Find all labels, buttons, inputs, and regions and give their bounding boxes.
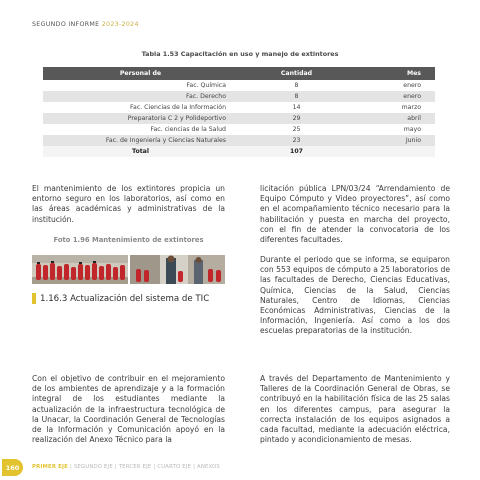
table-row <box>43 80 435 91</box>
table-row <box>43 91 435 102</box>
cell-personal: Fac. Química <box>186 82 226 89</box>
page-number: 160 <box>2 459 23 476</box>
cell-mes: enero <box>355 91 435 102</box>
col-header-cantidad: Cantidad <box>238 67 355 80</box>
cell-mes: enero <box>403 82 421 89</box>
table-row <box>43 102 435 113</box>
cell-cantidad: 29 <box>238 113 355 124</box>
nav-item-tercer-eje[interactable]: TERCER EJE <box>118 464 152 470</box>
right-paragraph-3: A través del Departamento de Mantenimiento y Talleres de la Coordinación General de Obras, se contribuyó en la habilitación física de las 25 salas en los diferentes campus, para asegurar la correcta instalación de los equipos asignados a cada facultad, mediante la adecuación eléctrica, pintado y acondicionamiento de mesas. <box>260 374 450 445</box>
header-years: 2023-2024 <box>101 21 139 28</box>
cell-cantidad: 14 <box>292 104 301 111</box>
table-row <box>43 124 435 135</box>
right-paragraph-1: licitación pública LPN/03/24 “Arrendamiento de Equipo Cómputo y Video proyectores”, así como en el acompañamiento técnico necesario para la habilitación y puesta en marcha del proyecto, con el fin de atender la convocatoria de los diferentes facultades. <box>260 184 450 245</box>
cell-mes: abril <box>355 113 435 124</box>
cell-cantidad: 8 <box>238 91 355 102</box>
section-title-text: 1.16.3 Actualización del sistema de TIC <box>40 293 210 304</box>
cell-cantidad: 23 <box>238 135 355 146</box>
col-header-mes: Mes <box>355 67 435 80</box>
right-paragraph-2: Durante el periodo que se informa, se equiparon con 553 equipos de cómputo a 25 laboratorios de las facultades de Derecho, Ciencias Educativas, Química, Ciencias de la Salud, Ciencias Naturales, Centro de Idiomas, Ciencias Económicas Administrativas, Ciencias de la Información, Ingeniería. Así como a los dos escuelas preparatorias de la institución. <box>260 255 450 336</box>
extinguisher-photo-right <box>130 255 225 284</box>
section-navigation: PRIMER EJE | SEGUNDO EJE | TERCER EJE | CUARTO EJE | ANEXOS <box>32 464 220 470</box>
nav-item-primer-eje[interactable]: PRIMER EJE <box>32 464 68 470</box>
left-paragraph-2: Con el objetivo de contribuir en el mejoramiento de los ambientes de aprendizaje y a la formación integral de los estudiantes mediante la actualización de la infraestructura tecnológica de la Unacar, la Coordinación General de Tecnologías de la Información y Comunicación apoyó en la realización del Anexo Técnico para la <box>32 374 225 445</box>
table-row <box>43 113 435 124</box>
section-marker <box>32 293 36 304</box>
left-paragraph-1: El mantenimiento de los extintores propicia un entorno seguro en los laboratorios, así como en las áreas académicas y administrativas de la institución. <box>32 184 225 224</box>
nav-item-cuarto-eje[interactable]: CUARTO EJE <box>157 464 192 470</box>
total-value: 107 <box>238 146 355 157</box>
nav-item-segundo-eje[interactable]: SEGUNDO EJE <box>73 464 113 470</box>
running-header <box>32 21 139 28</box>
cell-cantidad: 25 <box>292 126 301 133</box>
cell-cantidad: 8 <box>294 82 299 89</box>
table-row <box>43 135 435 146</box>
cell-mes: mayo <box>403 126 421 133</box>
nav-item-anexos[interactable]: ANEXOS <box>197 464 220 470</box>
extinguisher-training-table <box>43 67 435 157</box>
cell-mes: Junio <box>355 135 435 146</box>
cell-personal: Fac. Derecho <box>43 91 238 102</box>
cell-personal: Fac. ciencias de la Salud <box>150 126 226 133</box>
header-label: SEGUNDO INFORME <box>32 21 100 28</box>
total-label: Total <box>43 146 238 157</box>
figure-caption: Foto 1.96 Mantenimiento de extintores <box>53 236 204 244</box>
table-total-row <box>43 146 435 157</box>
section-title <box>32 293 209 304</box>
cell-mes: marzo <box>401 104 421 111</box>
cell-personal: Fac. Ciencias de la Información <box>130 104 226 111</box>
cell-personal: Fac. de Ingeniería y Ciencias Naturales <box>43 135 238 146</box>
extinguisher-photo-left <box>32 255 128 284</box>
table-caption: Tabla 1.53 Capacitación en uso y manejo de extintores <box>141 50 339 58</box>
col-header-personal: Personal de <box>43 67 238 80</box>
cell-personal: Preparatoria C 2 y Polideportivo <box>43 113 238 124</box>
